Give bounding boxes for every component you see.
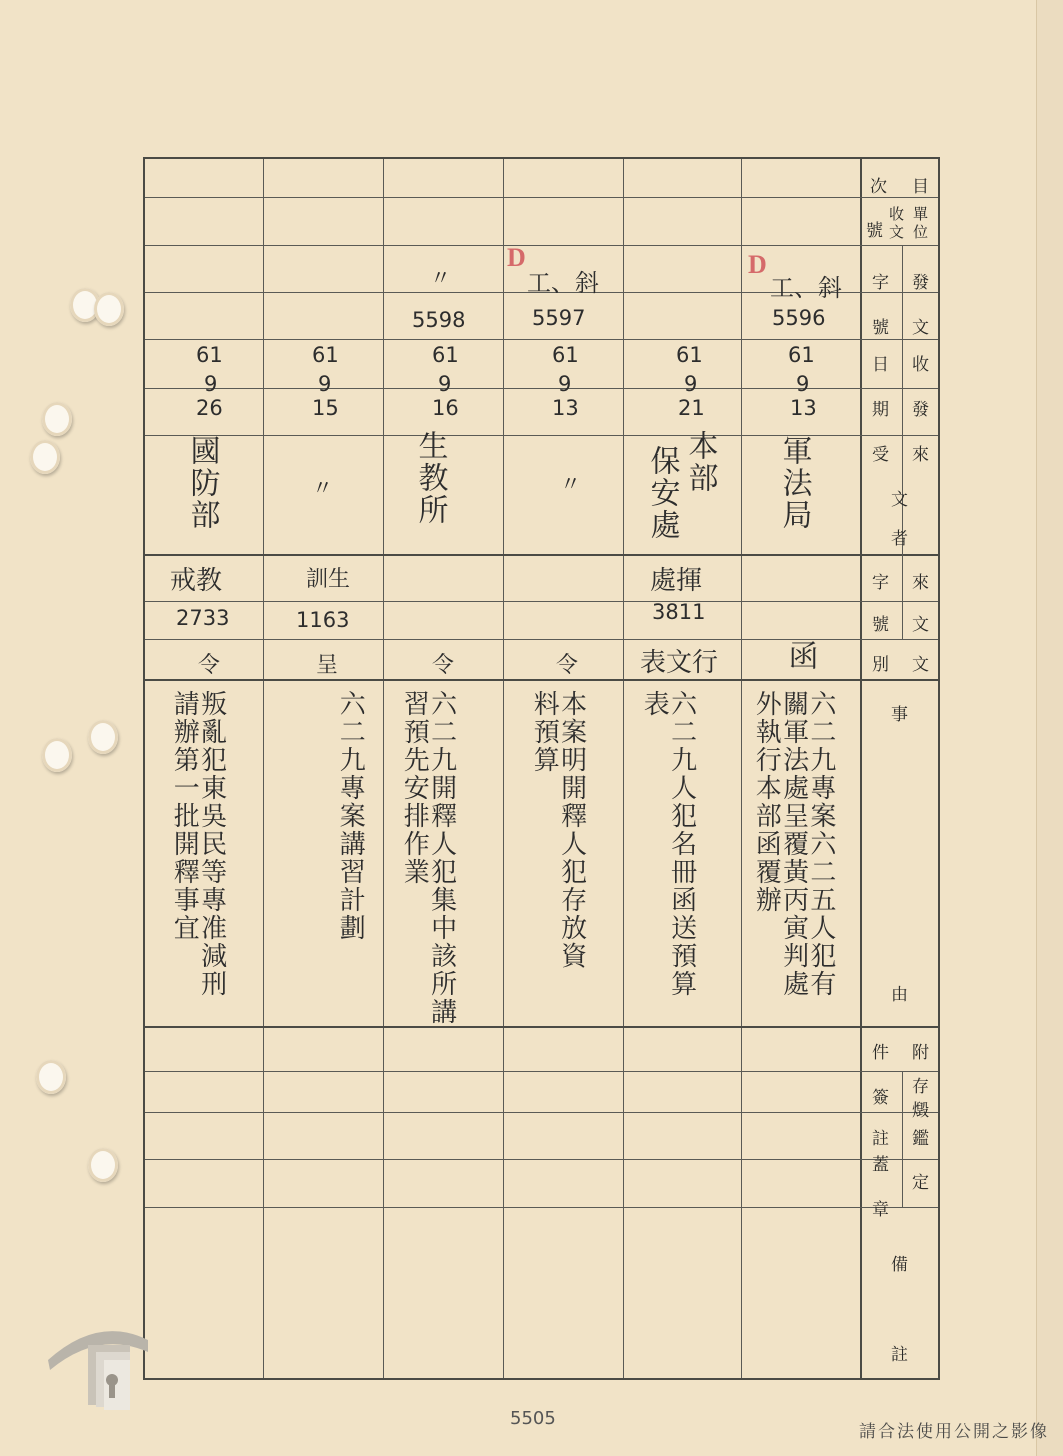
col5-from: 〃 [312, 476, 333, 500]
col5-date-day: 15 [312, 396, 339, 420]
label-shou2: 受 [872, 445, 889, 465]
label-zi2: 字 [872, 573, 889, 593]
footer-number: 5505 [510, 1408, 556, 1429]
label-ding: 定 [912, 1173, 929, 1193]
col4-subject: 六二九開釋人犯集中該所講習預先安排作業 [399, 690, 457, 1026]
col3-send-no: 5597 [532, 306, 586, 330]
col3-date-month: 9 [558, 372, 572, 396]
col3-from: 〃 [560, 472, 581, 496]
col4-send-no: 5598 [412, 308, 466, 332]
punch-hole [36, 1060, 66, 1094]
ditto-mark: 〃 [430, 266, 451, 290]
col3-type: 令 [556, 653, 579, 678]
punch-hole [42, 738, 72, 772]
col1-type: 函 [782, 640, 818, 672]
red-d-stamp: D [507, 243, 526, 272]
label-hao3: 號 [872, 615, 889, 635]
watermark: 請合法使用公開之影像 [859, 1422, 1049, 1442]
label-shouwen: 收文 [889, 205, 905, 241]
col5-recv-word: 訓生 [306, 567, 351, 592]
col1-date-year: 61 [788, 343, 815, 367]
col6-date-day: 26 [196, 396, 223, 420]
punch-hole [42, 402, 72, 436]
label-qi: 期 [872, 400, 889, 420]
label-lai2: 來 [912, 573, 929, 593]
label-bie: 別 [872, 655, 889, 675]
label-shi: 事 [891, 705, 908, 725]
label-mu: 目 [912, 177, 929, 197]
col2-badge: 處揮 [650, 566, 703, 596]
red-d-stamp: D [748, 250, 767, 279]
label-ci: 次 [870, 177, 887, 197]
col1-from: 軍法局 [776, 435, 812, 531]
col4-from: 生教所 [412, 430, 448, 526]
col6-type: 令 [198, 653, 221, 678]
stamp-mark: 工、斜 [527, 269, 599, 297]
col1-subject: 六二九專案六二五人犯有關軍法處呈覆黃丙寅判處外執行本部函覆辦 [751, 690, 836, 998]
col6-date-year: 61 [196, 343, 223, 367]
punch-hole [94, 292, 124, 326]
label-zhu2: 註 [891, 1345, 908, 1365]
label-hao: 號 [866, 221, 883, 241]
col1-date-day: 13 [790, 396, 817, 420]
col6-recv-word: 戒教 [170, 566, 223, 596]
col6-date-month: 9 [204, 372, 218, 396]
label-zhang: 章 [872, 1200, 889, 1220]
label-zi: 字 [872, 273, 889, 293]
col3-date-day: 13 [552, 396, 579, 420]
col4-date-day: 16 [432, 396, 459, 420]
col3-date-year: 61 [552, 343, 579, 367]
label-fu: 附 [912, 1043, 929, 1063]
col2-date-year: 61 [676, 343, 703, 367]
punch-hole [88, 720, 118, 754]
col5-date-year: 61 [312, 343, 339, 367]
col5-date-month: 9 [318, 372, 332, 396]
label-wen4: 文 [912, 655, 929, 675]
col6-subject: 叛亂犯東吳民等專准減刑請辦第一批開釋事宜 [169, 690, 227, 998]
col6-recv-no: 2733 [176, 606, 230, 630]
punch-hole [30, 440, 60, 474]
col3-subject: 本案明開釋人犯存放資料預算 [529, 690, 587, 970]
label-zhu: 註 [872, 1129, 889, 1149]
label-danwei: 單位 [913, 205, 929, 241]
label-lai: 來 [912, 445, 929, 465]
label-qian: 簽 [872, 1088, 889, 1108]
col1-send-no: 5596 [772, 306, 826, 330]
col2-type: 表文行 [640, 648, 719, 678]
label-zhe: 者 [891, 529, 908, 549]
label-jian: 件 [872, 1043, 889, 1063]
col1-date-month: 9 [796, 372, 810, 396]
label-jian2: 鑑 [912, 1129, 929, 1149]
col2-recv-word: 本部 [682, 430, 718, 494]
col2-from: 保安處 [644, 445, 680, 541]
col2-date-month: 9 [684, 372, 698, 396]
stamp-mark: 工、斜 [770, 274, 842, 302]
punch-hole [88, 1148, 118, 1182]
archive-logo [38, 1300, 158, 1420]
col2-subject: 六二九人犯名冊函送預算表 [639, 690, 697, 998]
label-wen3: 文 [912, 615, 929, 635]
col4-date-month: 9 [438, 372, 452, 396]
col5-type: 呈 [316, 653, 339, 678]
col2-recv-no: 3811 [652, 600, 706, 624]
label-cun: 存 [912, 1077, 929, 1097]
col2-date-day: 21 [678, 396, 705, 420]
label-wen2: 文 [891, 490, 908, 510]
label-ri: 日 [872, 355, 889, 375]
label-gai: 蓋 [872, 1155, 889, 1175]
label-bei: 備 [891, 1255, 908, 1275]
col5-subject: 六二九專案講習計劃 [335, 690, 366, 942]
label-shou: 收 [912, 355, 929, 375]
col4-type: 令 [432, 653, 455, 678]
label-you: 由 [891, 985, 908, 1005]
label-fa2: 發 [912, 400, 929, 420]
label-wen: 文 [912, 318, 929, 338]
label-hao2: 號 [872, 318, 889, 338]
col6-from: 國防部 [184, 435, 220, 531]
label-fa: 發 [912, 273, 929, 293]
label-hui: 燬 [912, 1101, 929, 1121]
col5-recv-no: 1163 [296, 608, 350, 632]
paper-edge [1036, 0, 1063, 1456]
col4-date-year: 61 [432, 343, 459, 367]
